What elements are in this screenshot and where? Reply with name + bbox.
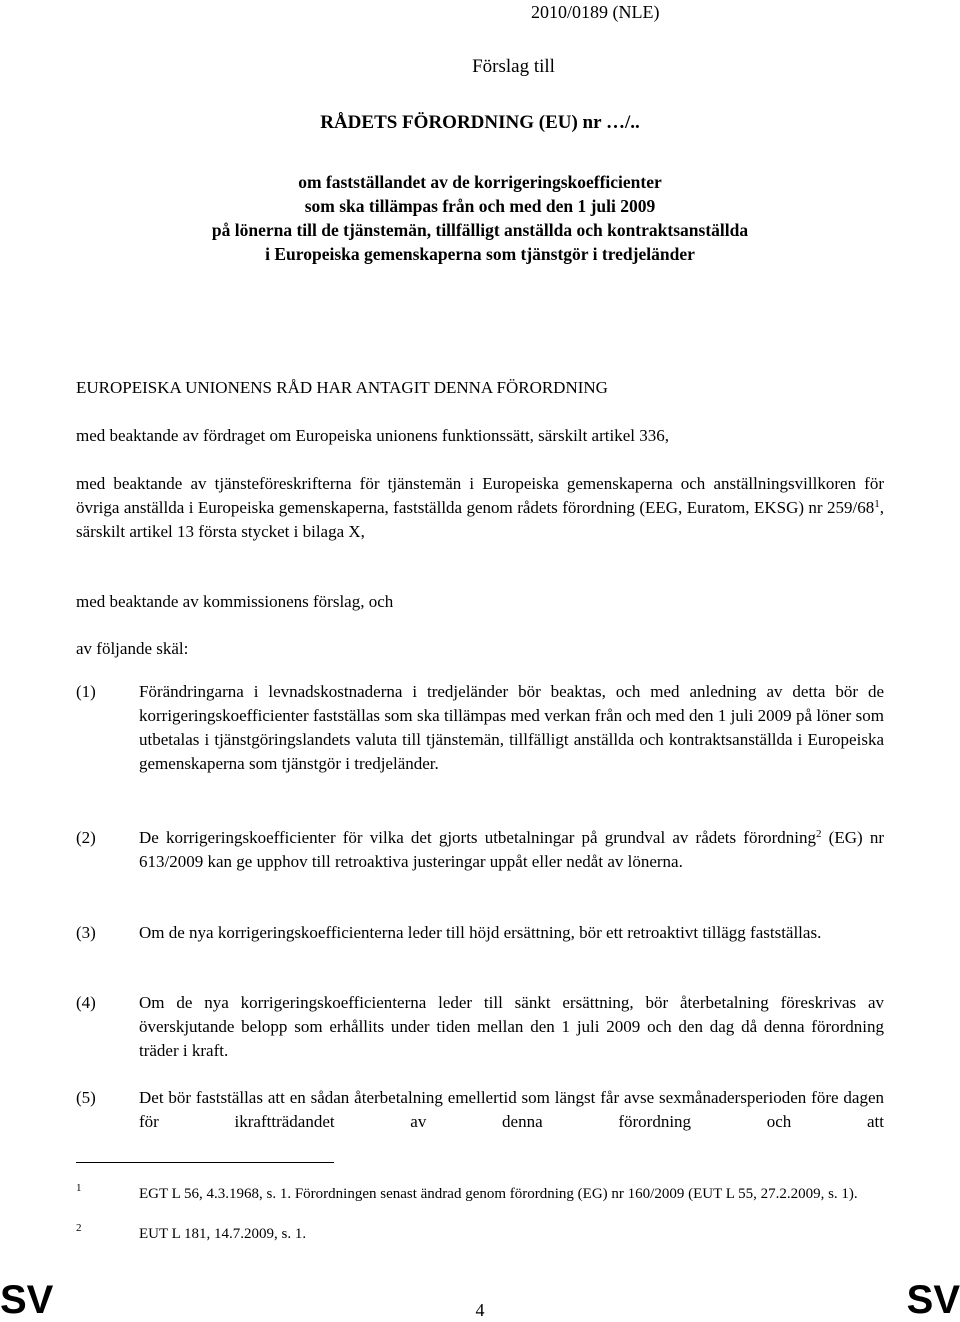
footnote-1 xyxy=(76,1184,884,1204)
whereas-label: av följande skäl: xyxy=(76,639,189,658)
footnote-separator xyxy=(76,1162,334,1163)
proposal-label: Förslag till xyxy=(472,56,555,77)
subject-line: på lönerna till de tjänstemän, tillfälligt anställda och kontraktsanställda xyxy=(211,220,749,240)
recital-5 xyxy=(76,1086,884,1134)
recital-text-part: (EG) nr 613/2009 kan ge upphov till retroaktiva justeringar uppåt eller nedåt av lönerna. xyxy=(139,828,884,871)
citation-treaty: med beaktande av fördraget om Europeiska unionens funktionssätt, särskilt artikel 336, xyxy=(76,426,669,445)
subject-line: i Europeiska gemenskaperna som tjänstgör i tredjeländer xyxy=(265,244,695,264)
footnote-text: EGT L 56, 4.3.1968, s. 1. Förordningen senast ändrad genom förordning (EG) nr 160/2009 (EUT L 55, 27.2.2009, s. 1). xyxy=(139,1186,858,1202)
page-number: 4 xyxy=(475,1300,485,1320)
citation-text: med beaktande av tjänsteföreskrifterna för tjänstemän i Europeiska gemenskaperna och anställningsvillkoren för övriga anställda i Europeiska gemenskaperna, fastställda genom rådets förordning (EEG, Euratom, EKSG) nr 259/68 xyxy=(76,474,884,517)
citation-commission-proposal: med beaktande av kommissionens förslag, och xyxy=(76,592,394,611)
regulation-subject xyxy=(0,170,960,266)
recital-text: Det bör fastställas att en sådan återbetalning emellertid som längst får avse sexmånadersperioden före dagen för ikraftträdandet av denna förordning och att xyxy=(139,1088,884,1131)
language-code-left: SV xyxy=(0,1278,54,1322)
citation-staff-regulations xyxy=(76,472,884,544)
recital-text xyxy=(139,826,884,874)
language-code-right: SV xyxy=(906,1278,960,1322)
footnote-number: 1 xyxy=(76,1182,82,1194)
recital-text: Förändringarna i levnadskostnaderna i tredjeländer bör beaktas, och med anledning av detta bör de korrigeringskoefficienter fastställas som ska tillämpas med verkan från och med den 1 juli 2009 på löner som utbetalas i tjänstgöringslandets valuta till tjänstemän, tillfälligt anställda och kontraktsanställda i Europeiska gemenskaperna som tjänstgör i tredjeländer. xyxy=(139,682,884,773)
recital-text: Om de nya korrigeringskoefficienterna leder till höjd ersättning, bör ett retroaktivt tillägg fastställas. xyxy=(139,923,822,942)
recital-3 xyxy=(76,921,884,945)
recital-2 xyxy=(76,826,884,874)
footnote-2 xyxy=(76,1224,884,1244)
footnote-text: EUT L 181, 14.7.2009, s. 1. xyxy=(139,1226,307,1242)
recital-4 xyxy=(76,991,884,1063)
recital-number: (2) xyxy=(76,828,96,847)
recital-number: (5) xyxy=(76,1088,96,1107)
recital-number: (1) xyxy=(76,682,96,701)
footnote-ref-2[interactable]: 2 xyxy=(816,828,822,840)
document-reference: 2010/0189 (NLE) xyxy=(531,2,660,22)
footnote-ref-1[interactable]: 1 xyxy=(874,498,880,510)
recital-text: Om de nya korrigeringskoefficienterna leder till sänkt ersättning, bör återbetalning föreskrivas av överskjutande belopp som erhållits under tiden mellan den 1 juli 2009 och den dag då denna förordning träder i kraft. xyxy=(139,993,884,1060)
adoption-formula: EUROPEISKA UNIONENS RÅD HAR ANTAGIT DENNA FÖRORDNING xyxy=(76,378,608,397)
citation-text: , särskilt artikel 13 första stycket i bilaga X, xyxy=(76,498,884,541)
subject-line: som ska tillämpas från och med den 1 juli 2009 xyxy=(304,196,656,216)
subject-line: om fastställandet av de korrigeringskoefficienter xyxy=(298,172,662,192)
recital-1 xyxy=(76,680,884,776)
recital-text-part: De korrigeringskoefficienter för vilka det gjorts utbetalningar på grundval av rådets förordning xyxy=(139,828,817,847)
footnote-number: 2 xyxy=(76,1222,82,1234)
recital-number: (4) xyxy=(76,993,96,1012)
recital-number: (3) xyxy=(76,923,96,942)
regulation-title: RÅDETS FÖRORDNING (EU) nr …/.. xyxy=(320,112,640,133)
